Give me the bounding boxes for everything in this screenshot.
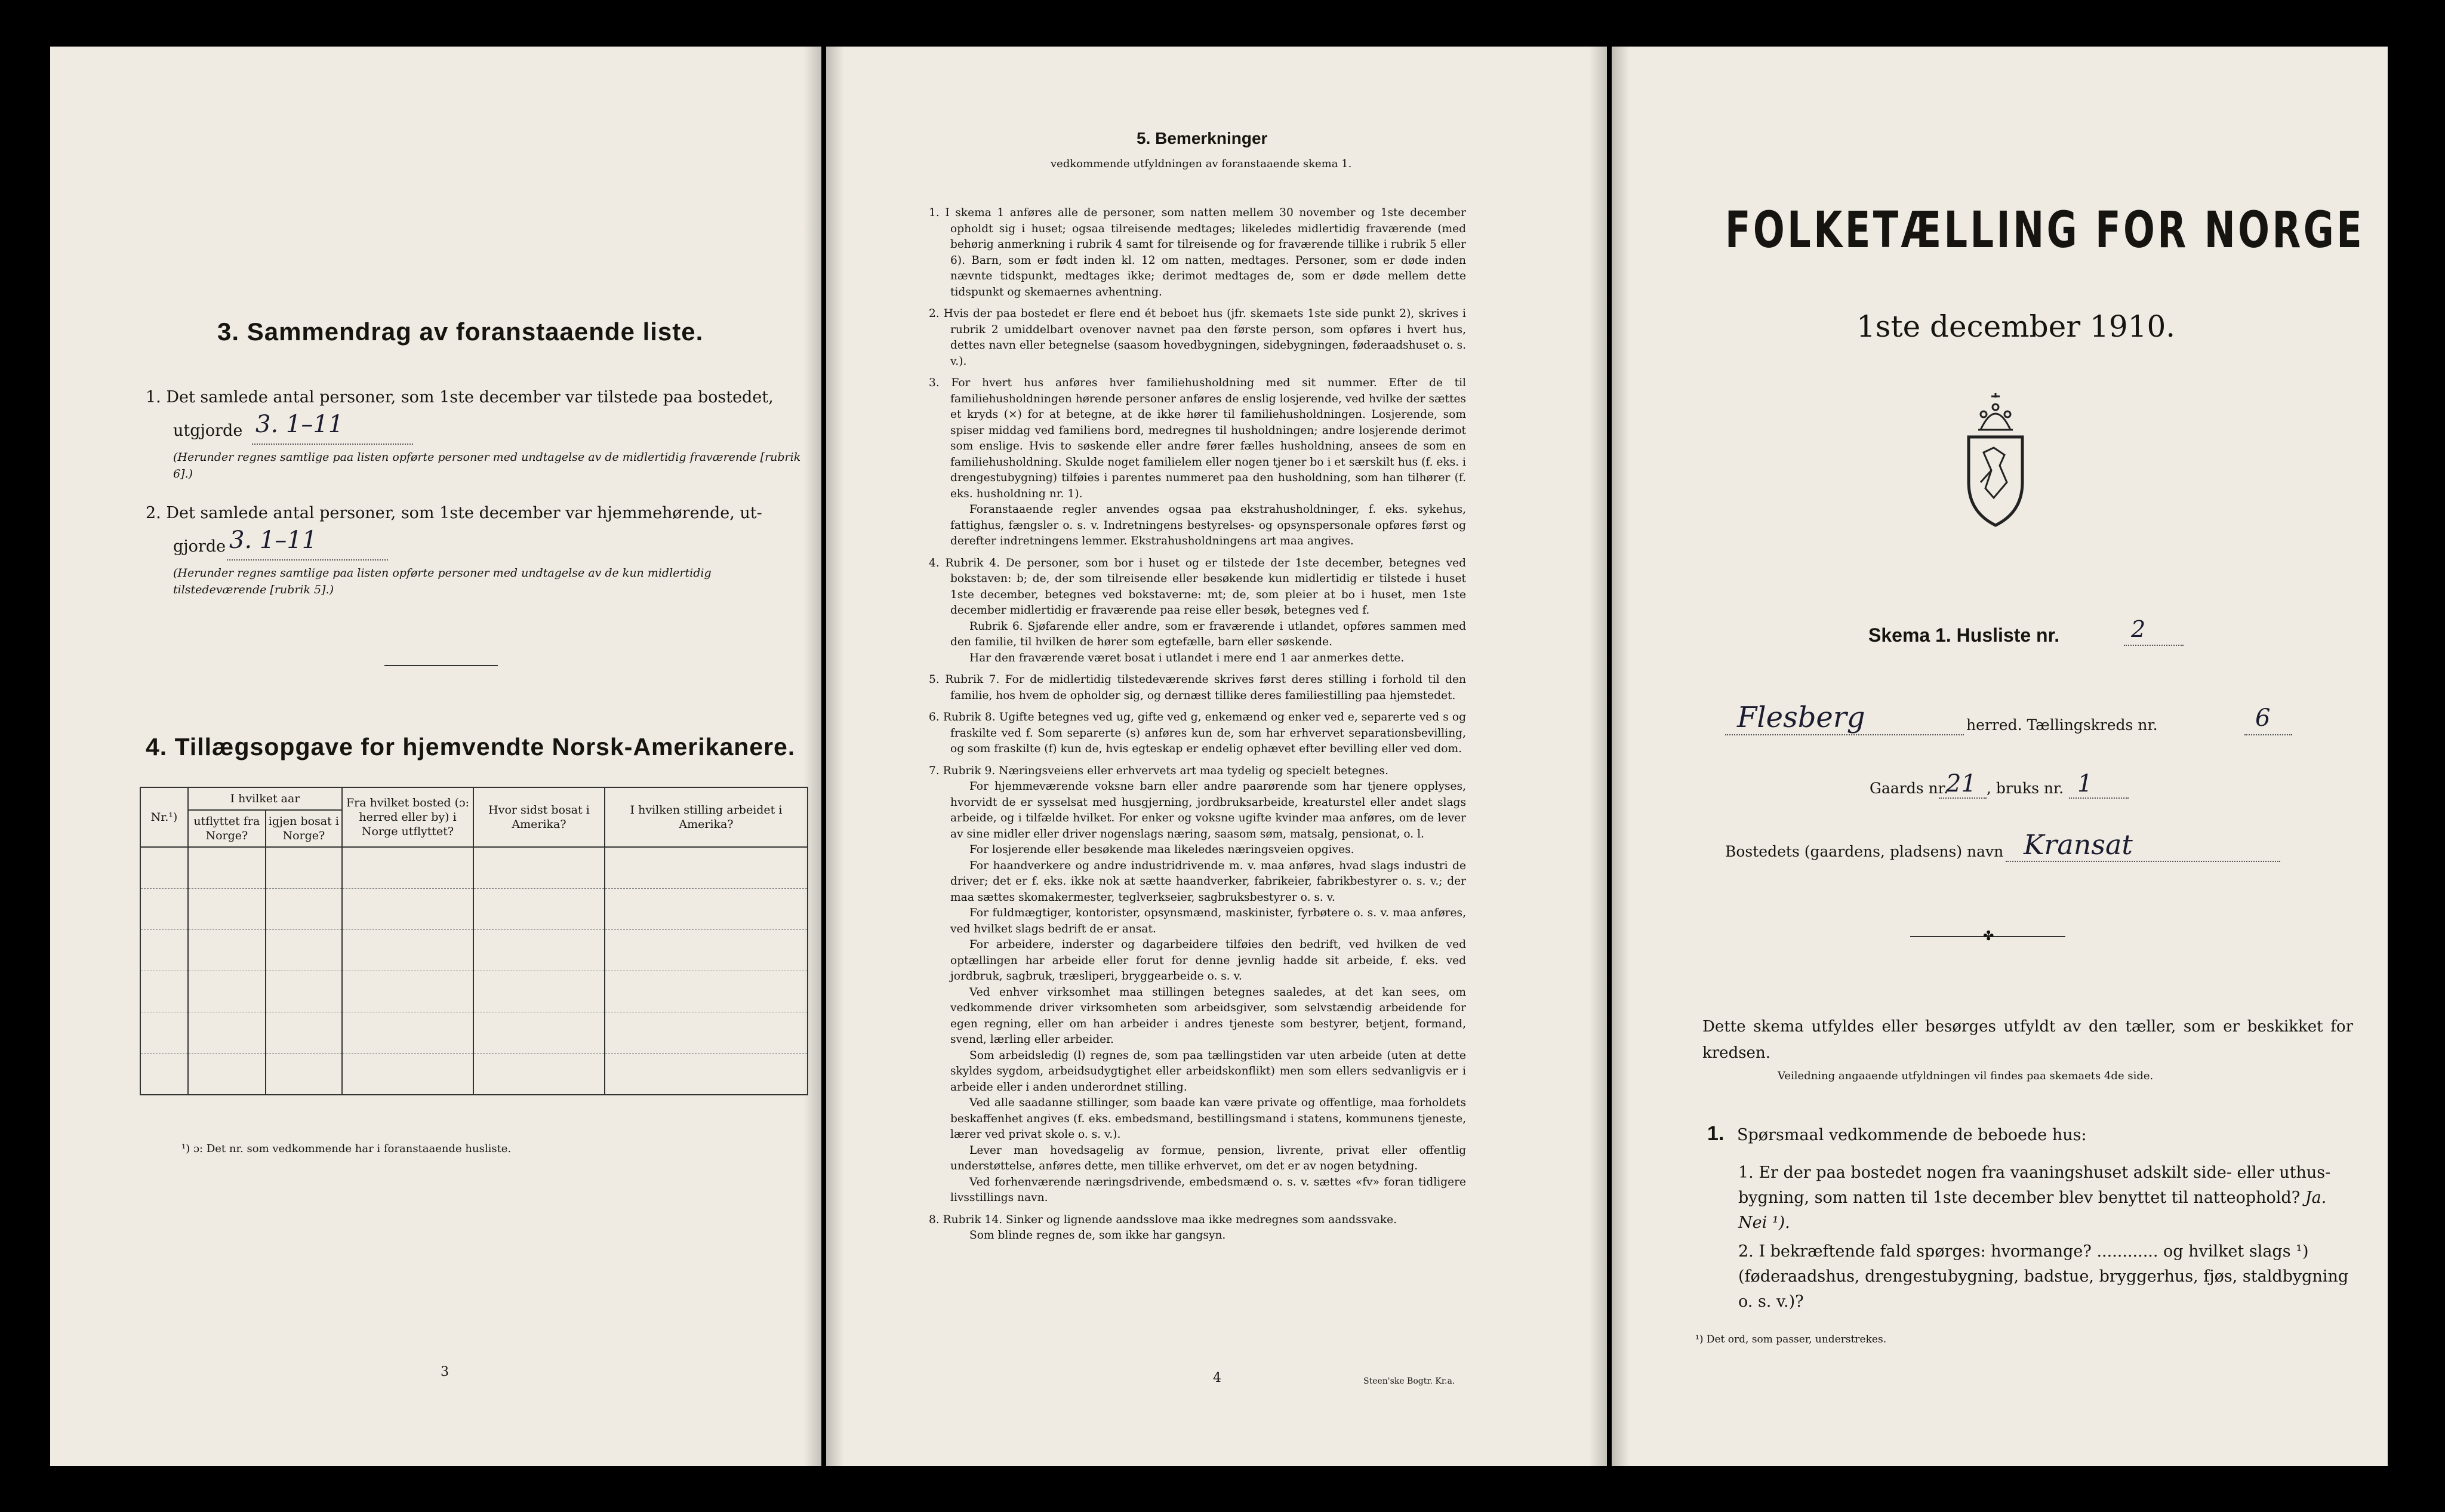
page-middle [826,47,1607,1466]
remark-item: 1. I skema 1 anføres alle de personer, som natten mellem 30 november og 1ste december opholdt sig i huset; ogsaa tilreisende medtages; likeledes midlertidig fraværende (med behørig anmerkning i rubrik 4 samt for tilreisende og for fraværende tillike i rubrik 5 eller 6). Barn, som er født inden kl. 12 om natten, medtages. Personer, som er døde inden nævnte tidspunkt, medtages ikke; derimot medtages de, som er døde mellem dette tidspunkt og skemaernes avhentning. [929,207,1466,298]
page-number: 3 [441,1365,449,1379]
remark-item: Som blinde regnes de, som ikke har gangsyn. [969,1229,1226,1242]
coat-of-arms-icon [1957,393,2034,530]
table-footnote: ¹) ɔ: Det nr. som vedkommende har i foranstaaende husliste. [181,1143,512,1155]
question-1-answer: Ja. Nei ¹). [1738,1188,2327,1232]
question-1-text: 1. Er der paa bostedet nogen fra vaaningshuset adskilt side- eller uthus-bygning, som natten til 1ste december blev benyttet til natteophold? [1738,1163,2331,1207]
item2-handwritten: 3. 1–11 [229,526,318,554]
gaards-nr: 21 [1946,770,1976,797]
remark-item: 8. Rubrik 14. Sinker og lignende aandsslove maa ikke medregnes som aandssvake. [929,1213,1397,1226]
question-2: 2. I bekræftende fald spørges: hvormange? ............ og hvilket slags ¹) (føderaadshus, drengestubygning, badstue, bryggerhus, fjøs, staldbygning o. s. v.)? [1738,1242,2349,1311]
herred-handwritten: Flesberg [1737,701,1865,734]
intro-note: Veiledning angaaende utfyldningen vil findes paa skemaets 4de side. [1778,1070,2154,1082]
table-row [140,1012,808,1054]
kreds-nr: 6 [2255,704,2271,732]
item2-label: gjorde [173,537,226,556]
remarks-subtitle: vedkommende utfyldningen av foranstaaende skema 1. [1051,158,1352,170]
page-number: 4 [1213,1371,1221,1385]
remark-item: 5. Rubrik 7. For de midlertidig tilstedeværende skrives først deres stilling i forhold til den familie, hos hvem de opholder sig, og dernæst tillike deres familiestilling paa hjemstedet. [929,673,1466,702]
dotted-line [2124,645,2184,646]
col-year-group: I hvilket aar [188,787,342,810]
remark-item: Foranstaaende regler anvendes ogsaa paa ekstrahusholdninger, f. eks. sykehus, fattighus, fængsler o. s. v. Indretningens bestyrelses- og opsynspersonale opføres først og derefter indretningens lemmer. Ekstrahusholdningens art maa angives. [950,503,1466,547]
dotted-line [2244,734,2292,735]
main-title: FOLKETÆLLING FOR NORGE [1725,201,2365,259]
table-row [140,889,808,930]
fold-shadow [1612,47,1630,1466]
remark-item: For losjerende eller besøkende maa likeledes næringsveien opgives. [969,843,1354,856]
col-occupation: I hvilken stilling arbeidet i Amerika? [605,787,808,847]
section-3-title: 3. Sammendrag av foranstaaende liste. [217,318,704,346]
remark-item: Ved forhenværende næringsdrivende, embedsmænd o. s. v. sættes «fv» foran tidligere livsstillings navn. [950,1175,1466,1204]
intro-text: Dette skema utfyldes eller besørges utfyldt av den tæller, som er beskikket for kredsen. [1702,1018,2353,1062]
remark-item: 6. Rubrik 8. Ugifte betegnes ved ug, gifte ved g, enkemænd og enker ved e, separerte ved s og fraskilte ved f. Som separerte (s) anføres kun de, som har erhvervet separationsbevilling, og som fraskilte (f) kun de, hvis egteskap er endelig ophævet efter bevilling eller ved dom. [929,711,1466,755]
skema-label: Skema 1. Husliste nr. [1868,624,2060,646]
dotted-line [1725,734,1964,735]
page-left [50,47,821,1466]
bosted-handwritten: Kransat [2024,829,2133,861]
item1-label: utgjorde [173,421,243,440]
item2-text: 2. Det samlede antal personer, som 1ste december var hjemmehørende, ut- [146,504,762,522]
item1-note: (Herunder regnes samtlige paa listen opførte personer med undtagelse av de midlertidig fraværende [rubrik 6].) [173,451,801,481]
remarks-title: 5. Bemerkninger [1137,129,1268,147]
census-date: 1ste december 1910. [1856,309,2176,344]
remark-item: 2. Hvis der paa bostedet er flere end ét beboet hus (jfr. skemaets 1ste side punkt 2), skrives i rubrik 2 umiddelbart ovenover navnet paa den første person, som opføres i hvert hus, dettes navn eller betegnelse (saasom hovedbygningen, sidebygningen, føderaadshuset o. s. v.). [929,307,1466,368]
ornament-icon: ✤ [1983,929,1994,944]
table-row [140,847,808,889]
col-last-residence: Hvor sidst bosat i Amerika? [473,787,605,847]
herred-label: herred. Tællingskreds nr. [1966,716,2158,734]
remark-item: Har den fraværende været bosat i utlandet i mere end 1 aar anmerkes dette. [969,651,1405,664]
dotted-line [1939,797,1987,799]
printer-mark: Steen'ske Bogtr. Kr.a. [1363,1376,1455,1386]
question-1 [1738,1160,2359,1236]
remark-item: Rubrik 6. Sjøfarende eller andre, som er fraværende i utlandet, opføres sammen med den familie, til hvilken de hører som egtefælle, barn eller søskende. [950,620,1466,648]
item1-handwritten: 3. 1–11 [255,411,344,438]
remarks-list [929,199,1466,1244]
remark-item: Ved alle saadanne stillinger, som baade kan være private og offentlige, maa forholdets beskaffenhet angives (f. eks. embedsmand, bestillingsmand i statens, kommunens tjeneste, lærer ved privat skole o. s. v.). [950,1097,1466,1141]
section-4-title: 4. Tillægsopgave for hjemvendte Norsk-Amerikanere. [146,733,796,760]
divider [384,665,498,666]
fold-shadow [803,47,821,1466]
page-footnote: ¹) Det ord, som passer, understrekes. [1695,1334,1887,1345]
husliste-nr: 2 [2131,616,2146,642]
fold-shadow [1589,47,1607,1466]
remark-item: 3. For hvert hus anføres hver familiehusholdning med sit nummer. Efter de til familiehusholdningen hørende personer anføres de enslig losjerende, ved hvilke der sættes et kryds (×) for at betegne, at de ikke hører til familiehusholdningen. Losjerende, som spiser middag ved familiens bord, medregnes til husholdningen; andre losjerende derimot som enslige. Hvis to søskende eller andre fører fælles husholdning, ansees de som en familiehusholdning. Skulde noget familielem eller nogen tjener bo i et særskilt hus (f. eks. i drengestubygning) tilføies i parentes nummeret paa den husholdning, som han tilhører (f. eks. husholdning nr. 1). [929,377,1466,500]
table-row [140,930,808,971]
col-emigrated: utflyttet fra Norge? [188,810,266,847]
norsk-amerikanere-table [140,787,808,1095]
dotted-line [2006,861,2280,862]
col-returned: igjen bosat i Norge? [266,810,342,847]
dotted-line [2069,797,2129,799]
col-from-place: Fra hvilket bosted (ɔ: herred eller by) i Norge utflyttet? [342,787,473,847]
item1-text: 1. Det samlede antal personer, som 1ste december var tilstede paa bostedet, [146,388,774,407]
page-right [1612,47,2388,1466]
remark-item: 4. Rubrik 4. De personer, som bor i huset og er tilstede der 1ste december, betegnes ved bokstaven: b; de, der som tilreisende eller besøkende kun midlertidig er tilstede i huset 1ste december, betegnes ved bokstaverne: mt; de, som pleier at bo i huset, men 1ste december midlertidig er fraværende paa reise eller besøk, betegnes ved f. [929,556,1466,617]
table-row [140,971,808,1012]
col-nr: Nr.¹) [140,787,188,847]
gaards-label: Gaards nr. [1870,780,1948,797]
bruks-nr: 1 [2077,770,2093,797]
remark-item: Lever man hovedsagelig av formue, pension, livrente, privat eller offentlig understøttelse, anføres dette, men tillike erhvervet, om det er av nogen betydning. [950,1144,1466,1172]
remark-item: Ved enhver virksomhet maa stillingen betegnes saaledes, at det kan sees, om vedkommende driver virksomheten som arbeidsgiver, som selvstændig arbeidende for egen regning, eller om han arbeider i andres tjeneste som bestyrer, betjent, formand, svend, lærling eller arbeider. [950,986,1466,1046]
fold-shadow [826,47,844,1466]
remark-item: 7. Rubrik 9. Næringsveiens eller erhvervets art maa tydelig og specielt betegnes. [929,764,1388,777]
remark-item: For haandverkere og andre industridrivende m. v. maa anføres, hvad slags industri de driver; det er f. eks. ikke nok at sætte haandverker, fabrikeier, fabrikbestyrer o. s. v.; der maa sættes skomakermester, teglverkseier, sagbruksbestyrer o. s. v. [950,859,1466,904]
item2-dotted-line [227,559,388,561]
remark-item: For fuldmægtiger, kontorister, opsynsmænd, maskinister, fyrbøtere o. s. v. maa anføres, ved hvilket slags bedrift de er ansat. [950,907,1466,935]
bosted-label: Bostedets (gaardens, pladsens) navn [1725,843,2004,860]
question-heading-number: 1. [1707,1122,1725,1145]
table-row [140,1054,808,1095]
question-heading: Spørsmaal vedkommende de beboede hus: [1737,1126,2087,1144]
bruks-label: , bruks nr. [1987,780,2064,797]
remark-item: For hjemmeværende voksne barn eller andre paarørende som har tjenere opplyses, hvorvidt de er sysselsat med husgjerning, jordbruksarbeide, kreaturstel eller andet slags arbeide, og i tilfælde hvilket. For enker og voksne ugifte kvinder maa anføres, om de lever av sine midler eller driver nogenslags næring, saasom søm, matsalg, pensionat, o. l. [950,780,1466,840]
item1-dotted-line [252,444,413,445]
remark-item: Som arbeidsledig (l) regnes de, som paa tællingstiden var uten arbeide (uten at dette skyldes sygdom, arbeidsudygtighet eller arbeidskonflikt) men som ellers sedvanligvis er i arbeide eller i anden underordnet stilling. [950,1049,1466,1094]
remark-item: For arbeidere, inderster og dagarbeidere tilføies den bedrift, ved hvilken de ved optællingen har arbeide eller forut for denne jevnlig hadde sit arbeide, f. eks. ved jordbruk, sagbruk, træsliperi, bryggearbeide o. s. v. [950,938,1466,983]
item2-note: (Herunder regnes samtlige paa listen opførte personer med undtagelse av de kun midlertidig tilstedeværende [rubrik 5].) [173,566,712,596]
